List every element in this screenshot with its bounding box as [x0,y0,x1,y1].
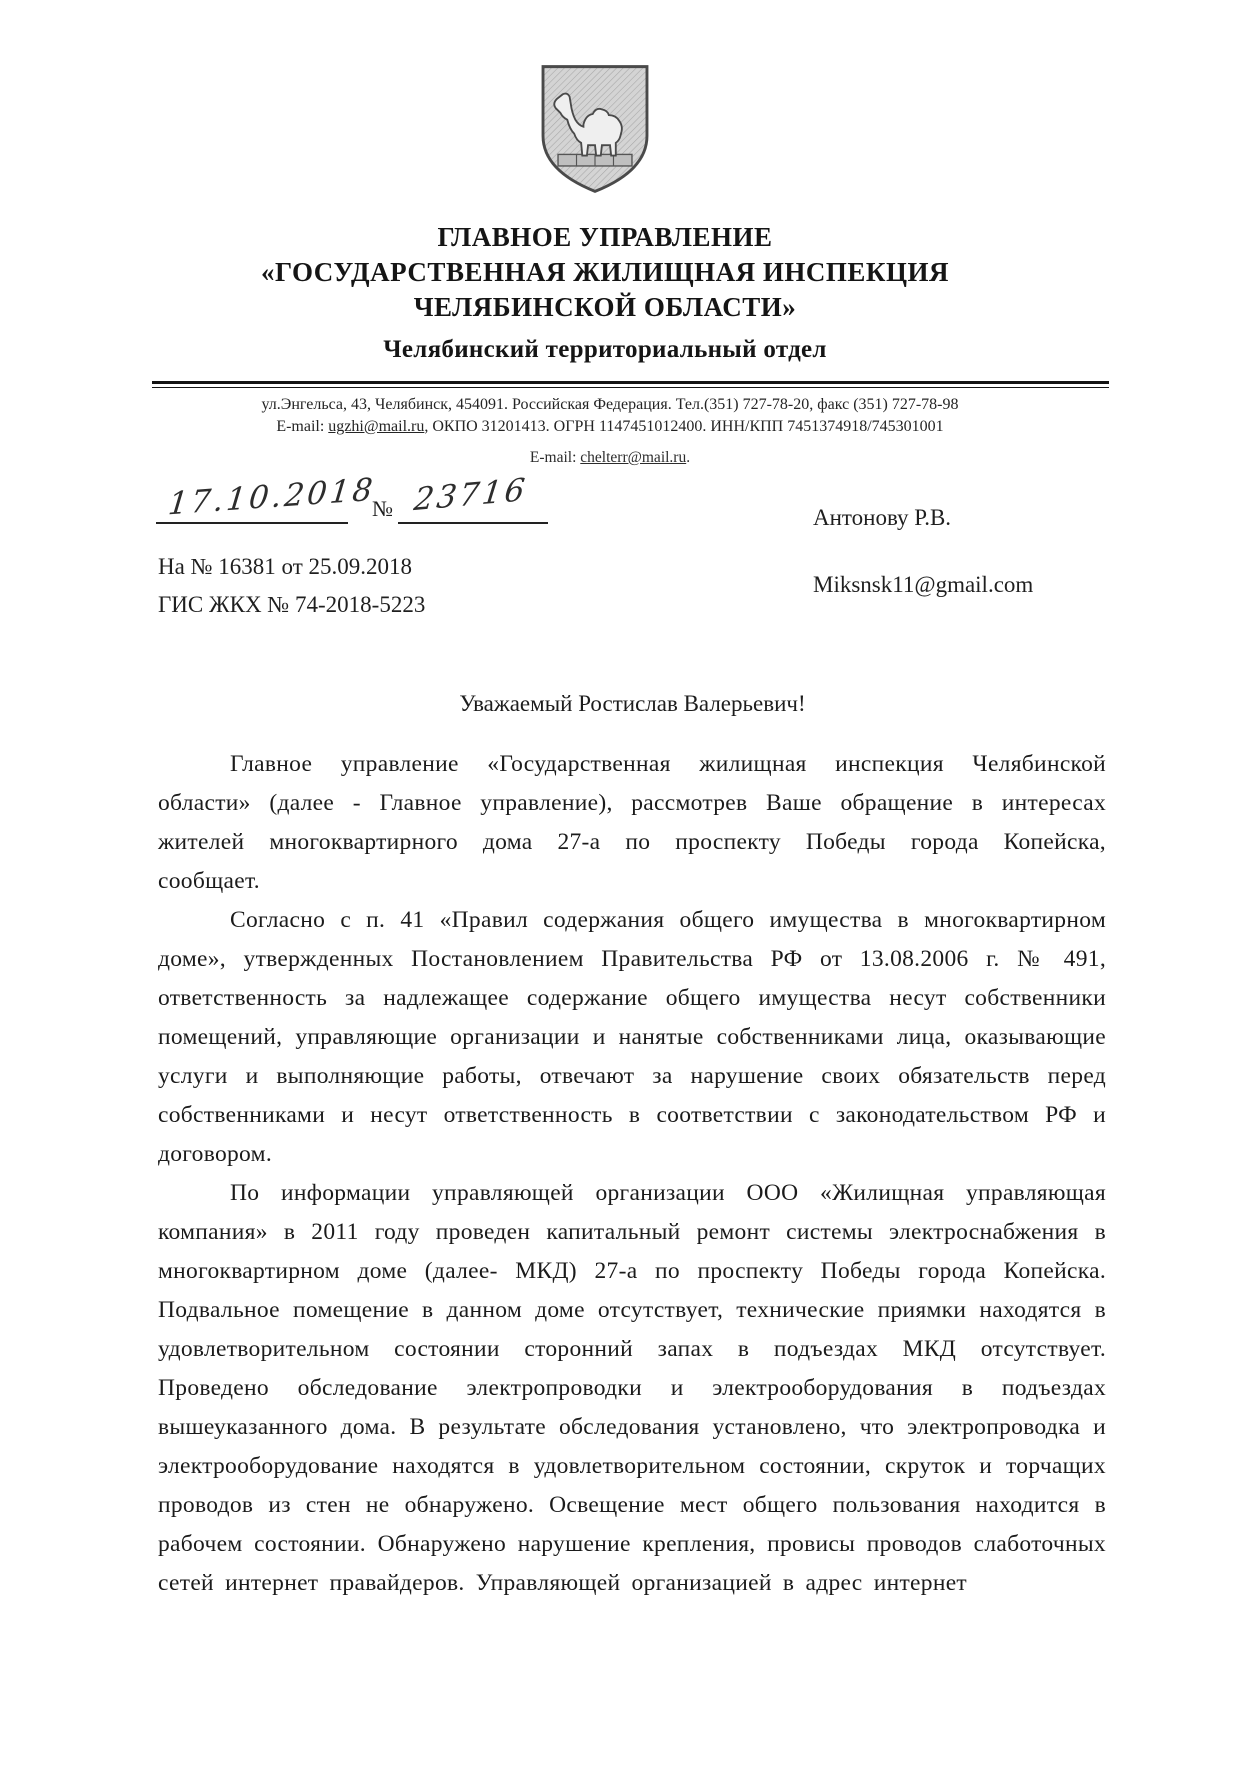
gis-reference: ГИС ЖКХ № 74-2018-5223 [158,592,426,617]
email-suffix: . [686,449,691,466]
number-sign: № [372,496,393,521]
recipient-email: Miksnsk11@gmail.com [813,572,1034,597]
email-link-ugzhi: ugzhi@mail.ru [328,418,425,435]
coat-of-arms [536,62,654,196]
incoming-reference-block [158,548,425,624]
contact-line-territorial-email [135,449,1085,467]
contact-line-address: ул.Энгельса, 43, Челябинск, 454091. Российская Федерация. Тел.(351) 727-78-20, факс (351) 727-78-98 [261,396,959,413]
body-paragraph-3: По информации управляющей организации ООО «Жилищная управляющая компания» в 2011 году проведен капитальный ремонт системы электроснабжения в многоквартирном доме (далее- МКД) 27-а по проспекту Победы города Копейска. Подвальное помещение в данном доме отсутствует, технические приямки находятся в удовлетворительном состоянии сторонний запах в подъездах МКД отсутствует. Проведено обследование электропроводки и электрооборудования в подъездах вышеуказанного дома. В результате обследования установлено, что электропроводка и электрооборудование находятся в удовлетворительном состоянии, скруток и торчащих проводов из стен не обнаружено. Освещение мест общего пользования находится в рабочем состоянии. Обнаружено нарушение крепления, провисы проводов слаботочных сетей интернет правайдеров. Управляющей организацией в адрес интернет [158,1180,1106,1596]
camel-emblem-icon [536,62,654,196]
email-label-1: E-mail: [276,418,329,435]
salutation: Уважаемый Ростислав Валерьевич! [459,691,806,716]
incoming-reference: На № 16381 от 25.09.2018 [158,554,413,579]
header-divider [152,381,1109,388]
body-paragraph-2: Согласно с п. 41 «Правил содержания общего имущества в многоквартирном доме», утвержденных Постановлением Правительства РФ от 13.08.2006 г. № 491, ответственность за надлежащее содержание общего имущества несут собственники помещений, управляющие организации и нанятые собственниками лица, оказывающие услуги и выполняющие работы, отвечают за нарушение своих обязательств перед собственниками и несут ответственность в соответствии с законодательством РФ и договором. [158,907,1106,1167]
registry-numbers: , ОКПО 31201413. ОГРН 1147451012400. ИНН/КПП 7451374918/745301001 [424,418,944,435]
letter-body [158,745,1106,1603]
recipient-name: Антонову Р.В. [813,505,952,530]
body-paragraph-1: Главное управление «Государственная жилищная инспекция Челябинской области» (далее - Главное управление), рассмотрев Ваше обращение в интересах жителей многоквартирного дома 27-а по проспекту Победы города Копейска, сообщает. [158,751,1106,894]
handwritten-outgoing-number: 23716 [411,471,530,519]
email-link-chelterr: chelterr@mail.ru [580,449,687,466]
org-header [130,220,1080,367]
contact-block [135,394,1085,438]
org-title-line1: ГЛАВНОЕ УПРАВЛЕНИЕ [437,222,773,252]
org-title-line3: ЧЕЛЯБИНСКОЙ ОБЛАСТИ» [413,292,797,322]
date-underline [156,500,348,524]
contact-line-registry [135,416,1085,438]
email-label-2: E-mail: [529,449,581,466]
org-subtitle: Челябинский территориальный отдел [383,336,827,363]
handwritten-date: 17.10.2018 [166,471,378,523]
number-underline [398,500,548,524]
org-title-line2: «ГОСУДАРСТВЕННАЯ ЖИЛИЩНАЯ ИНСПЕКЦИЯ [260,257,950,287]
